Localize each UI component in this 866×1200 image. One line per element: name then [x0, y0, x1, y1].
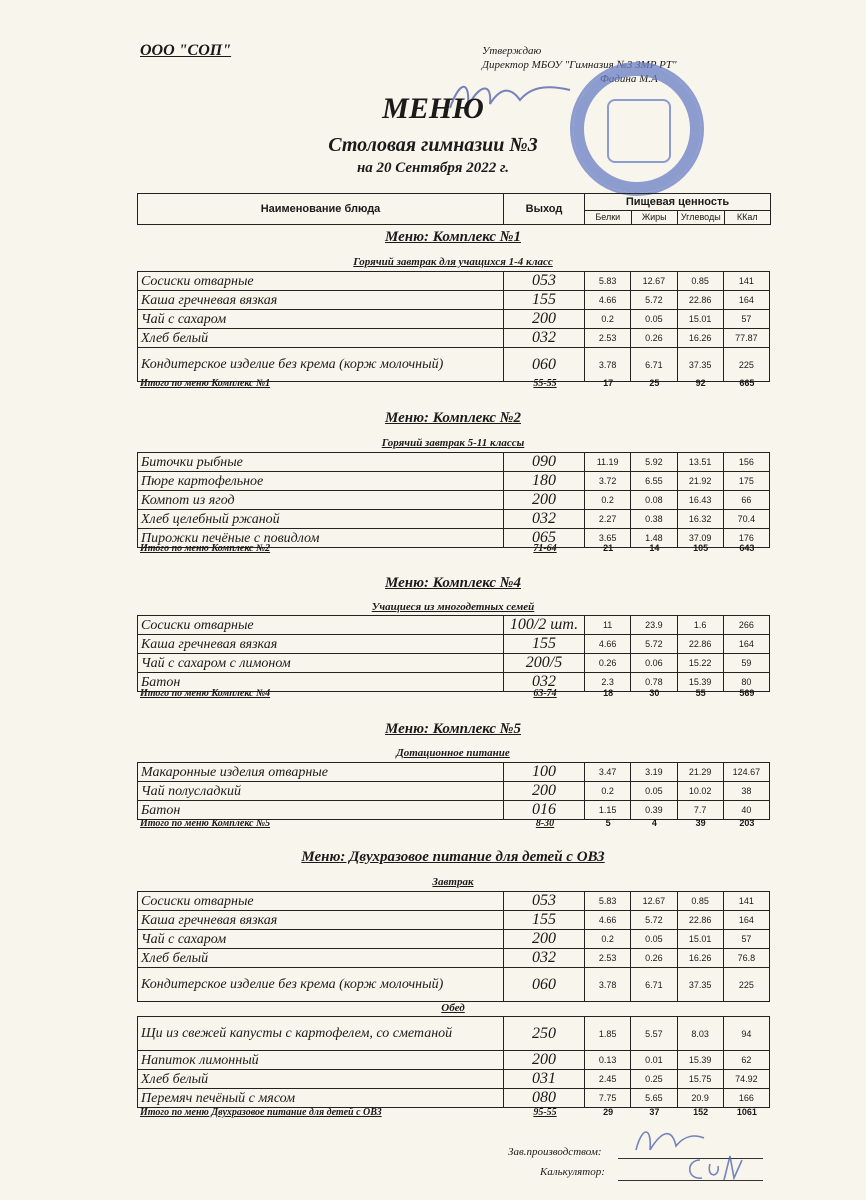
dish-name: Макаронные изделия отварные — [138, 763, 504, 782]
carbs-value: 15.39 — [677, 673, 723, 692]
fats-value: 3.19 — [631, 763, 677, 782]
total-row — [137, 378, 770, 392]
fats-value: 0.26 — [631, 949, 677, 968]
carbs-value: 16.32 — [677, 510, 723, 529]
proteins-value: 3.72 — [585, 472, 631, 491]
fats-value: 0.26 — [631, 329, 677, 348]
kcal-value: 70.4 — [723, 510, 769, 529]
proteins-value: 5.83 — [585, 272, 631, 291]
total-proteins: 17 — [603, 378, 614, 388]
kcal-value: 76.8 — [723, 949, 769, 968]
proteins-value: 0.2 — [585, 782, 631, 801]
total-row — [137, 688, 770, 702]
dish-output: 180 — [504, 472, 585, 491]
carbs-value: 1.6 — [677, 616, 723, 635]
fats-value: 0.78 — [631, 673, 677, 692]
kcal-value: 266 — [723, 616, 769, 635]
proteins-value: 7.75 — [585, 1089, 631, 1108]
dish-name: Хлеб белый — [138, 1070, 504, 1089]
dish-output: 016 — [504, 801, 585, 820]
total-carbs: 152 — [693, 1107, 709, 1117]
table-row — [138, 968, 770, 1002]
proteins-value: 2.45 — [585, 1070, 631, 1089]
dish-output: 032 — [504, 510, 585, 529]
fats-value: 6.55 — [631, 472, 677, 491]
menu-table — [137, 271, 770, 382]
proteins-value: 3.78 — [585, 348, 631, 382]
kcal-value: 66 — [723, 491, 769, 510]
calculator-label: Калькулятор: — [540, 1166, 605, 1178]
header-fats: Жиры — [632, 211, 679, 224]
carbs-value: 22.86 — [677, 635, 723, 654]
group-label: Горячий завтрак 5-11 классы — [381, 437, 525, 449]
total-kcal: 569 — [739, 688, 755, 698]
fats-value: 5.57 — [631, 1017, 677, 1051]
fats-value: 12.67 — [631, 272, 677, 291]
header-output: Выход — [504, 194, 585, 224]
menu-table — [137, 452, 770, 548]
menu-table — [137, 762, 770, 820]
group-label: Горячий завтрак для учащихся 1-4 класс — [353, 256, 553, 268]
total-row — [137, 543, 770, 557]
header-dish: Наименование блюда — [138, 194, 504, 224]
dish-output: 200 — [504, 1051, 585, 1070]
table-row — [138, 310, 770, 329]
dish-name: Чай с сахаром — [138, 930, 504, 949]
dish-name: Перемяч печёный с мясом — [138, 1089, 504, 1108]
kcal-value: 166 — [723, 1089, 769, 1108]
table-row — [138, 510, 770, 529]
kcal-value: 141 — [723, 272, 769, 291]
total-fats: 25 — [649, 378, 660, 388]
proteins-value: 1.85 — [585, 1017, 631, 1051]
kcal-value: 141 — [723, 892, 769, 911]
group-label: Дотационное питание — [396, 747, 510, 759]
calculator-signature — [680, 1150, 750, 1186]
fats-value: 0.05 — [631, 782, 677, 801]
kcal-value: 80 — [723, 673, 769, 692]
table-row — [138, 1017, 770, 1051]
total-label: Итого по меню Комплекс №5 — [140, 818, 271, 829]
kcal-value: 74.92 — [723, 1070, 769, 1089]
total-fats: 37 — [649, 1107, 660, 1117]
group-label: Учащиеся из многодетных семей — [371, 601, 535, 613]
table-row — [138, 329, 770, 348]
menu-table — [137, 891, 770, 1002]
carbs-value: 7.7 — [677, 801, 723, 820]
kcal-value: 59 — [723, 654, 769, 673]
kcal-value: 57 — [723, 930, 769, 949]
proteins-value: 0.13 — [585, 1051, 631, 1070]
total-row — [137, 818, 770, 832]
table-row — [138, 348, 770, 382]
table-row — [138, 801, 770, 820]
total-carbs: 105 — [693, 543, 709, 553]
dish-name: Чай с сахаром — [138, 310, 504, 329]
carbs-value: 15.39 — [677, 1051, 723, 1070]
kcal-value: 176 — [723, 529, 769, 548]
dish-name: Хлеб целебный ржаной — [138, 510, 504, 529]
dish-name: Батон — [138, 673, 504, 692]
carbs-value: 37.09 — [677, 529, 723, 548]
fats-value: 0.05 — [631, 930, 677, 949]
kcal-value: 225 — [723, 348, 769, 382]
proteins-value: 3.78 — [585, 968, 631, 1002]
total-kcal: 643 — [739, 543, 755, 553]
kcal-value: 94 — [723, 1017, 769, 1051]
fats-value: 5.92 — [631, 453, 677, 472]
dish-output: 200 — [504, 310, 585, 329]
table-row — [138, 616, 770, 635]
total-kcal: 665 — [739, 378, 755, 388]
dish-output: 032 — [504, 329, 585, 348]
proteins-value: 0.2 — [585, 930, 631, 949]
carbs-value: 37.35 — [677, 968, 723, 1002]
dish-output: 032 — [504, 949, 585, 968]
dish-name: Компот из ягод — [138, 491, 504, 510]
menu-table — [137, 1016, 770, 1108]
kcal-value: 77.87 — [723, 329, 769, 348]
carbs-value: 0.85 — [677, 892, 723, 911]
group-label: Завтрак — [432, 876, 474, 888]
kcal-value: 40 — [723, 801, 769, 820]
dish-output: 200 — [504, 930, 585, 949]
proteins-value: 2.27 — [585, 510, 631, 529]
kcal-value: 57 — [723, 310, 769, 329]
section-title: Меню: Двухразовое питание для детей с ОВЗ — [301, 849, 605, 865]
carbs-value: 16.43 — [677, 491, 723, 510]
total-output: 63-74 — [533, 688, 557, 699]
total-label: Итого по меню Комплекс №4 — [140, 688, 271, 699]
proteins-value: 0.26 — [585, 654, 631, 673]
dish-output: 155 — [504, 911, 585, 930]
table-row — [138, 1070, 770, 1089]
table-row — [138, 892, 770, 911]
kcal-value: 164 — [723, 635, 769, 654]
dish-output: 100 — [504, 763, 585, 782]
carbs-value: 0.85 — [677, 272, 723, 291]
carbs-value: 37.35 — [677, 348, 723, 382]
dish-output: 155 — [504, 291, 585, 310]
total-carbs: 39 — [695, 818, 706, 828]
approval-line-2: Директор МБОУ "Гимназия №3 ЗМР РТ" — [482, 59, 677, 71]
dish-output: 031 — [504, 1070, 585, 1089]
total-label: Итого по меню Комплекс №2 — [140, 543, 271, 554]
dish-output: 200 — [504, 491, 585, 510]
table-row — [138, 272, 770, 291]
table-row — [138, 635, 770, 654]
dish-name: Каша гречневая вязкая — [138, 635, 504, 654]
proteins-value: 2.53 — [585, 329, 631, 348]
proteins-value: 4.66 — [585, 911, 631, 930]
total-output: 55-55 — [533, 378, 557, 389]
total-proteins: 29 — [603, 1107, 614, 1117]
dish-output: 065 — [504, 529, 585, 548]
proteins-value: 4.66 — [585, 635, 631, 654]
dish-name: Кондитерское изделие без крема (корж молочный) — [138, 968, 504, 1002]
dish-name: Пюре картофельное — [138, 472, 504, 491]
page-subtitle: Столовая гимназии №3 — [328, 134, 538, 156]
table-header — [137, 193, 771, 225]
proteins-value: 2.3 — [585, 673, 631, 692]
total-output: 8-30 — [535, 818, 555, 829]
total-fats: 30 — [649, 688, 660, 698]
dish-name: Щи из свежей капусты с картофелем, со сметаной — [138, 1017, 504, 1051]
carbs-value: 15.01 — [677, 310, 723, 329]
total-proteins: 21 — [603, 543, 614, 553]
dish-name: Сосиски отварные — [138, 892, 504, 911]
kcal-value: 62 — [723, 1051, 769, 1070]
dish-output: 032 — [504, 673, 585, 692]
table-row — [138, 472, 770, 491]
fats-value: 0.06 — [631, 654, 677, 673]
section-title: Меню: Комплекс №1 — [385, 229, 521, 245]
fats-value: 1.48 — [631, 529, 677, 548]
total-carbs: 92 — [695, 378, 706, 388]
organization-name: ООО "СОП" — [140, 42, 232, 59]
total-output: 95-55 — [533, 1107, 557, 1118]
header-proteins: Белки — [585, 211, 632, 224]
group-label: Обед — [441, 1002, 465, 1014]
section-title: Меню: Комплекс №5 — [385, 721, 521, 737]
fats-value: 0.25 — [631, 1070, 677, 1089]
proteins-value: 5.83 — [585, 892, 631, 911]
fats-value: 6.71 — [631, 348, 677, 382]
header-nutrition: Пищевая ценность — [585, 194, 770, 211]
total-label: Итого по меню Комплекс №1 — [140, 378, 271, 389]
kcal-value: 164 — [723, 911, 769, 930]
section-title: Меню: Комплекс №4 — [385, 575, 521, 591]
carbs-value: 10.02 — [677, 782, 723, 801]
dish-name: Каша гречневая вязкая — [138, 911, 504, 930]
table-row — [138, 930, 770, 949]
dish-output: 080 — [504, 1089, 585, 1108]
table-row — [138, 654, 770, 673]
table-row — [138, 949, 770, 968]
dish-output: 250 — [504, 1017, 585, 1051]
production-label: Зав.производством: — [508, 1146, 602, 1158]
carbs-value: 21.92 — [677, 472, 723, 491]
fats-value: 5.65 — [631, 1089, 677, 1108]
fats-value: 5.72 — [631, 911, 677, 930]
table-row — [138, 1089, 770, 1108]
dish-name: Хлеб белый — [138, 949, 504, 968]
approval-line-1: Утверждаю — [482, 45, 542, 57]
fats-value: 23.9 — [631, 616, 677, 635]
kcal-value: 225 — [723, 968, 769, 1002]
carbs-value: 13.51 — [677, 453, 723, 472]
carbs-value: 16.26 — [677, 329, 723, 348]
table-row — [138, 453, 770, 472]
section-title: Меню: Комплекс №2 — [385, 410, 521, 426]
dish-name: Напиток лимонный — [138, 1051, 504, 1070]
carbs-value: 22.86 — [677, 911, 723, 930]
carbs-value: 22.86 — [677, 291, 723, 310]
page-title: МЕНЮ — [382, 92, 484, 125]
table-row — [138, 782, 770, 801]
fats-value: 6.71 — [631, 968, 677, 1002]
dish-name: Сосиски отварные — [138, 616, 504, 635]
table-row — [138, 763, 770, 782]
total-label: Итого по меню Двухразовое питание для детей с ОВЗ — [140, 1107, 382, 1118]
proteins-value: 11.19 — [585, 453, 631, 472]
table-row — [138, 491, 770, 510]
dish-output: 155 — [504, 635, 585, 654]
approval-line-3: Фадина М.А — [600, 73, 658, 85]
total-kcal: 1061 — [736, 1107, 757, 1117]
total-fats: 14 — [649, 543, 660, 553]
carbs-value: 15.22 — [677, 654, 723, 673]
dish-output: 053 — [504, 272, 585, 291]
dish-name: Батон — [138, 801, 504, 820]
total-carbs: 55 — [695, 688, 706, 698]
table-row — [138, 291, 770, 310]
proteins-value: 3.47 — [585, 763, 631, 782]
proteins-value: 1.15 — [585, 801, 631, 820]
carbs-value: 15.75 — [677, 1070, 723, 1089]
carbs-value: 21.29 — [677, 763, 723, 782]
dish-name: Чай полусладкий — [138, 782, 504, 801]
proteins-value: 4.66 — [585, 291, 631, 310]
fats-value: 0.05 — [631, 310, 677, 329]
kcal-value: 164 — [723, 291, 769, 310]
total-proteins: 18 — [603, 688, 614, 698]
fats-value: 5.72 — [631, 291, 677, 310]
total-output: 71-64 — [533, 543, 557, 554]
fats-value: 5.72 — [631, 635, 677, 654]
dish-output: 053 — [504, 892, 585, 911]
carbs-value: 15.01 — [677, 930, 723, 949]
proteins-value: 11 — [585, 616, 631, 635]
total-fats: 4 — [651, 818, 657, 828]
dish-name: Каша гречневая вязкая — [138, 291, 504, 310]
kcal-value: 156 — [723, 453, 769, 472]
carbs-value: 16.26 — [677, 949, 723, 968]
dish-output: 100/2 шт. — [504, 616, 585, 635]
fats-value: 0.08 — [631, 491, 677, 510]
dish-name: Пирожки печёные с повидлом — [138, 529, 504, 548]
dish-name: Биточки рыбные — [138, 453, 504, 472]
dish-output: 200/5 — [504, 654, 585, 673]
dish-name: Чай с сахаром с лимоном — [138, 654, 504, 673]
dish-name: Кондитерское изделие без крема (корж молочный) — [138, 348, 504, 382]
kcal-value: 38 — [723, 782, 769, 801]
total-row — [137, 1107, 770, 1121]
dish-name: Сосиски отварные — [138, 272, 504, 291]
menu-table — [137, 615, 770, 692]
fats-value: 0.01 — [631, 1051, 677, 1070]
kcal-value: 124.67 — [723, 763, 769, 782]
total-proteins: 5 — [605, 818, 611, 828]
proteins-value: 2.53 — [585, 949, 631, 968]
dish-name: Хлеб белый — [138, 329, 504, 348]
table-row — [138, 1051, 770, 1070]
menu-date: на 20 Сентября 2022 г. — [356, 160, 510, 176]
header-carbs: Углеводы — [678, 211, 725, 224]
dish-output: 060 — [504, 348, 585, 382]
kcal-value: 175 — [723, 472, 769, 491]
carbs-value: 8.03 — [677, 1017, 723, 1051]
proteins-value: 0.2 — [585, 491, 631, 510]
proteins-value: 3.65 — [585, 529, 631, 548]
table-row — [138, 911, 770, 930]
carbs-value: 20.9 — [677, 1089, 723, 1108]
fats-value: 0.39 — [631, 801, 677, 820]
dish-output: 200 — [504, 782, 585, 801]
fats-value: 0.38 — [631, 510, 677, 529]
total-kcal: 203 — [739, 818, 755, 828]
dish-output: 090 — [504, 453, 585, 472]
fats-value: 12.67 — [631, 892, 677, 911]
dish-output: 060 — [504, 968, 585, 1002]
proteins-value: 0.2 — [585, 310, 631, 329]
header-kcal: ККал — [736, 212, 758, 222]
